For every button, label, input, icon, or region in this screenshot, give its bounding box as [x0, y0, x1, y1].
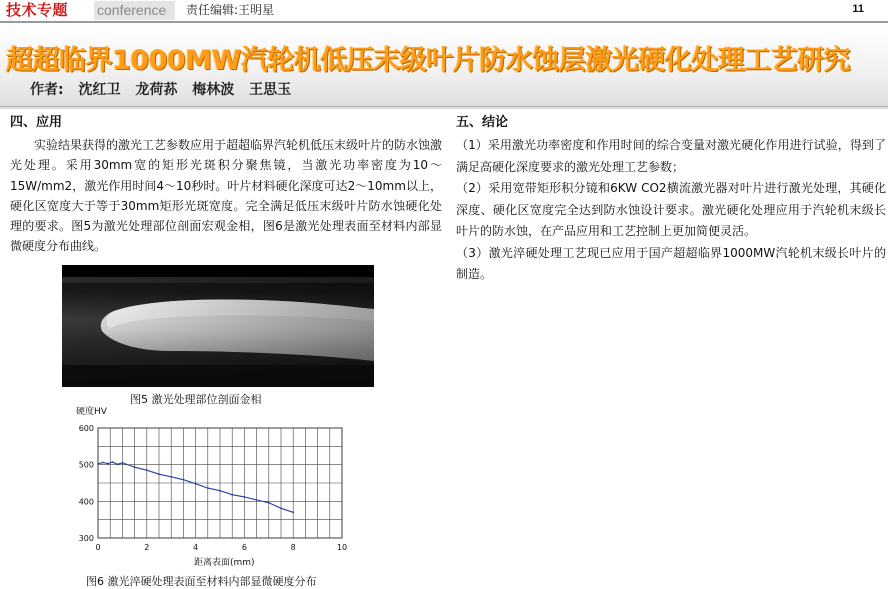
page-header	[0, 0, 888, 24]
section-4-heading: 四、应用	[10, 115, 63, 130]
page-number: 11	[852, 3, 864, 15]
data-point	[97, 463, 99, 465]
header-divider	[0, 21, 888, 23]
data-point	[158, 473, 160, 475]
conclusion-item-2: （2）采用宽带矩形积分镜和6KW CO2横流激光器对叶片进行激光处理，其硬化深度、硬化区宽度完全达到防水蚀设计要求。激光硬化处理应用于汽轮机末级长叶片的防水蚀，在产品应用和工艺控制上更加简便灵活。	[456, 181, 886, 238]
section-4-body: 实验结果获得的激光工艺参数应用于超超临界汽轮机低压末级叶片的防水蚀激光处理。采用30mm宽的矩形光斑积分聚焦镜，当激光功率密度为10～15W/mm2，激光作用时间4～10秒时。叶片材料硬化深度可达2～10mm以上，硬化区宽度大于等于30mm矩形光斑宽度。完全满足低压末级叶片防水蚀硬化处理的要求。图5为激光处理部位剖面宏观金相，图6是激光处理表面至材料内部显微硬度分布曲线。	[10, 138, 443, 254]
y-axis-label: 硬度HV	[76, 407, 107, 417]
data-point	[207, 487, 209, 489]
article-title: 超超临界1000MW汽轮机低压末级叶片防水蚀层激光硬化处理工艺研究	[6, 45, 851, 76]
data-point	[256, 499, 258, 501]
data-point	[231, 494, 233, 496]
x-tick-label: 2	[144, 543, 150, 552]
data-point	[268, 502, 270, 504]
right-column	[456, 114, 886, 286]
data-point	[102, 462, 104, 464]
figure-5-caption: 图5 激光处理部位剖面金相	[130, 393, 262, 406]
left-column	[10, 114, 442, 257]
x-tick-label: 8	[290, 543, 296, 552]
data-point	[122, 462, 124, 464]
section-brand: 技术专题	[6, 1, 69, 19]
section-5-heading: 五、结论	[456, 115, 509, 130]
y-tick-label: 600	[78, 424, 94, 433]
hardness-chart	[70, 403, 360, 575]
data-point	[134, 466, 136, 468]
data-point	[107, 463, 109, 465]
data-point	[146, 469, 148, 471]
data-point	[195, 483, 197, 485]
data-point	[183, 479, 185, 481]
section-brand-english: conference	[94, 1, 175, 20]
y-tick-label: 500	[78, 460, 94, 470]
x-tick-label: 6	[241, 543, 247, 552]
data-point	[244, 496, 246, 498]
conclusion-item-1: （1）采用激光功率密度和作用时间的综合变量对激光硬化作用进行试验，得到了满足高硬化深度要求的激光处理工艺参数；	[456, 138, 886, 174]
editor-credit: 责任编辑:王明星	[186, 3, 275, 17]
metallograph-image	[62, 265, 374, 387]
x-tick-label: 10	[336, 543, 348, 552]
x-axis-label: 距离表面(mm)	[194, 558, 255, 568]
article-authors: 作者: 沈红卫 龙荷荪 梅林波 王思玉	[30, 82, 292, 98]
data-point	[112, 461, 114, 463]
conclusion-item-3: （3）激光淬硬处理工艺现已应用于国产超超临界1000MW汽轮机末级长叶片的制造。	[456, 245, 886, 281]
figure-6-caption: 图6 激光淬硬处理表面至材料内部显微硬度分布	[86, 575, 317, 588]
data-point	[219, 490, 221, 492]
metallograph-drawing	[62, 265, 374, 387]
title-divider	[0, 106, 888, 107]
data-point	[280, 507, 282, 509]
y-tick-label: 400	[78, 497, 94, 507]
x-tick-label: 0	[95, 543, 101, 552]
y-tick-label: 300	[78, 534, 94, 543]
data-point	[292, 511, 294, 513]
x-tick-label: 4	[193, 543, 199, 552]
data-point	[117, 463, 119, 465]
data-point	[170, 476, 172, 478]
